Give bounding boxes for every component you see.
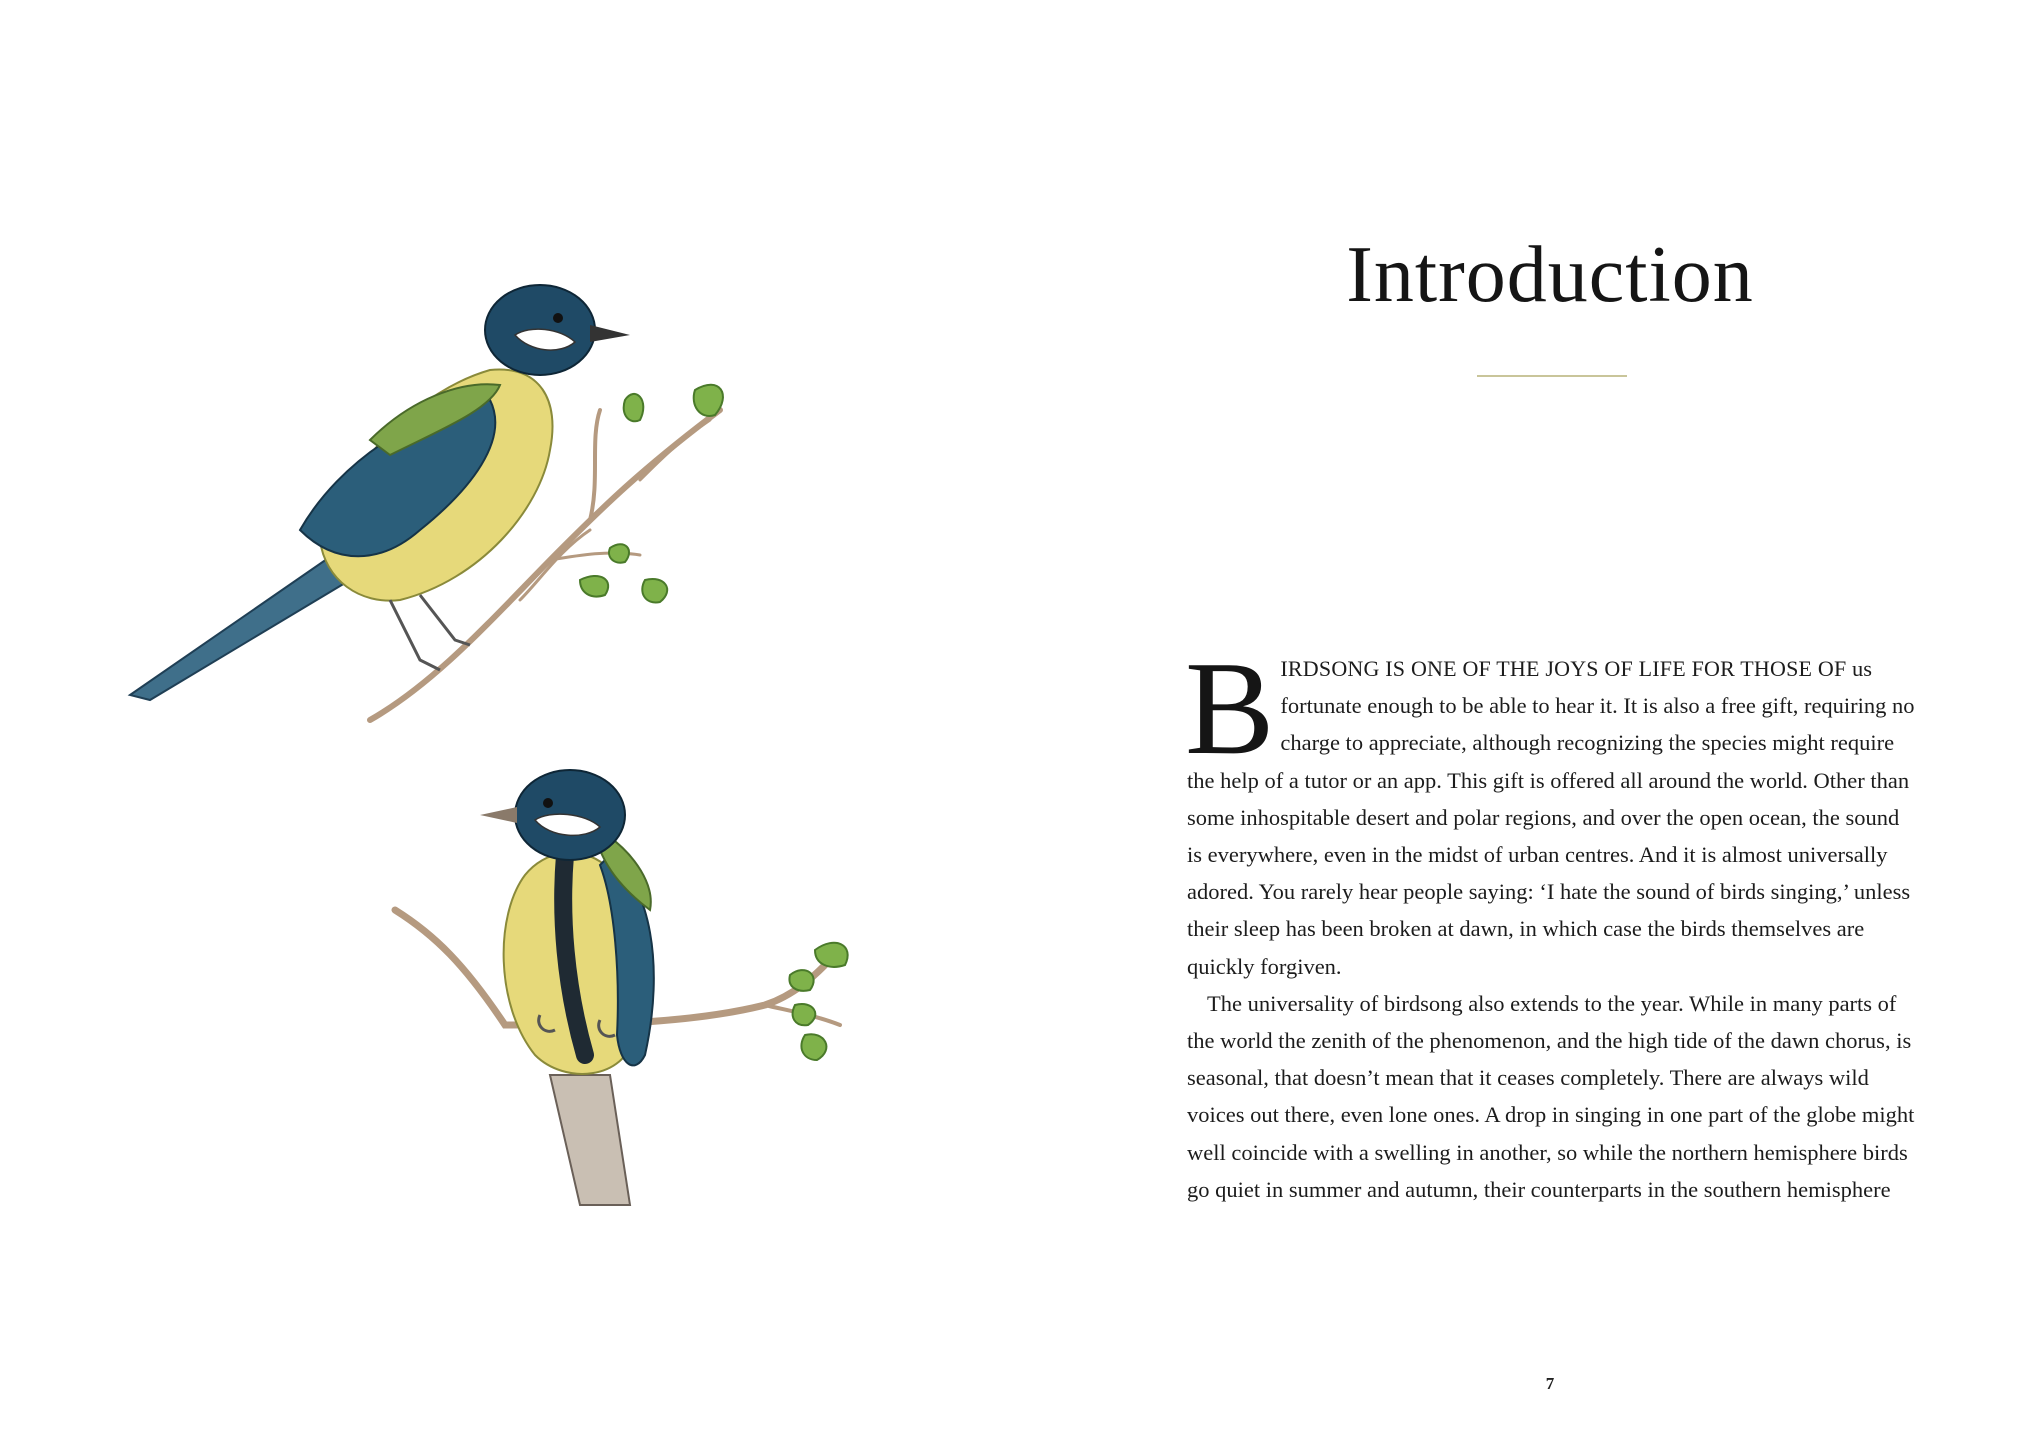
tail-bottom bbox=[550, 1075, 630, 1205]
title-divider bbox=[1477, 375, 1627, 377]
page-number: 7 bbox=[1545, 1374, 1555, 1393]
beak-bottom bbox=[480, 807, 517, 823]
paragraph-2: The universality of birdsong also extends to the year. While in many parts of the world the zenith of the phenomenon, and the high tide of the dawn chorus, is seasonal, that doesn’t mean that it ceases completely. There are always wild voices out there, even lone ones. A drop in singing in one part of the globe might well coincide with a swelling in another, so while the northern hemisphere birds go quiet in summer and autumn, their counterparts in the southern hemisphere bbox=[1187, 990, 1915, 1202]
body-text bbox=[1185, 634, 1917, 1208]
lead-in: IRDSONG IS ONE OF THE JOYS OF LIFE FOR THOSE OF bbox=[1280, 656, 1847, 681]
great-tit-illustration-bottom bbox=[385, 735, 865, 1235]
leaves-top bbox=[580, 385, 723, 603]
great-tit-illustration-top bbox=[120, 280, 740, 740]
tail-top bbox=[130, 550, 350, 700]
paragraph-1 bbox=[1185, 634, 1917, 985]
beak-top bbox=[590, 325, 630, 342]
leaves-bottom bbox=[789, 943, 847, 1060]
chapter-title: Introduction bbox=[1346, 231, 1754, 319]
paragraph-1-text: us fortunate enough to be able to hear it. It is also a free gift, requiring no charge to appreciate, although recognizing the species might require the help of a tutor or an app. This gift is offered all around the world. Other than some inhospitable desert and polar regions, and over the open ocean, the sound is everywhere, even in the midst of urban centres. And it is almost universally adored. You rarely hear people saying: ‘I hate the sound of birds singing,’ unless their sleep has been broken at dawn, in which case the birds themselves are quickly forgiven. bbox=[1187, 656, 1915, 979]
drop-cap: B bbox=[1185, 634, 1275, 782]
